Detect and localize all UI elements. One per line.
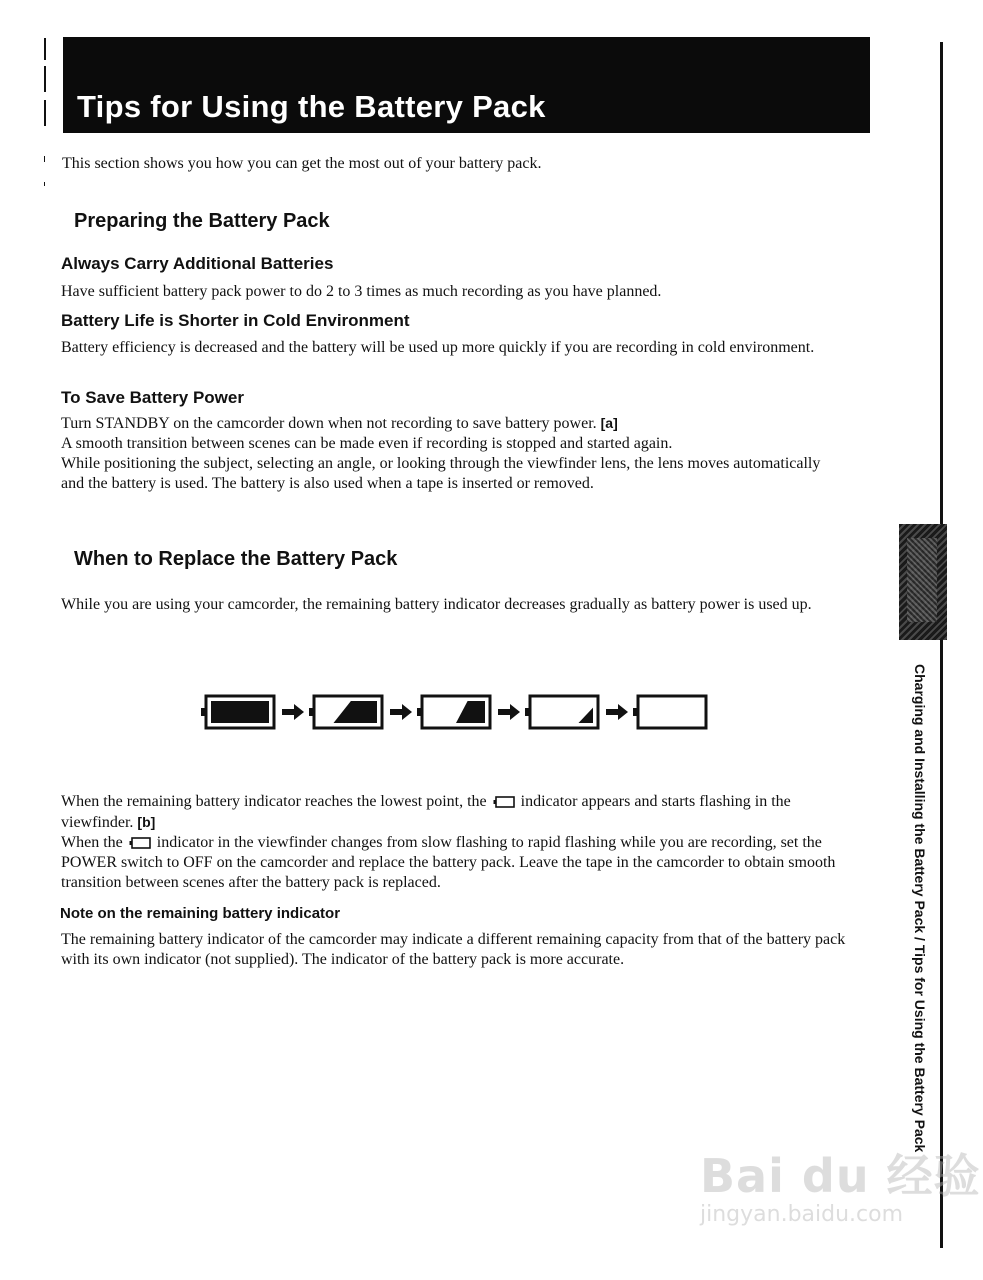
- subheading-carry: Always Carry Additional Batteries: [61, 254, 334, 273]
- thumb-tab-texture: [907, 538, 937, 622]
- right-edge-rule: [940, 42, 943, 1248]
- margin-mark: [44, 182, 45, 186]
- battery-level-2: [417, 696, 490, 728]
- battery-indicator-sequence: [200, 690, 720, 734]
- lowest-point-text: [61, 792, 851, 893]
- sequence-arrow: [390, 704, 412, 720]
- save-text: [61, 413, 831, 494]
- intro-text: This section shows you how you can get the most out of your battery pack.: [62, 155, 542, 172]
- battery-level-0: [201, 696, 274, 728]
- cold-paragraph: Battery efficiency is decreased and the battery will be used up more quickly if you are recording in cold environment.: [61, 339, 815, 356]
- subheading-cold: Battery Life is Shorter in Cold Environment: [61, 311, 410, 330]
- margin-mark: [44, 66, 46, 92]
- baidu-watermark-url: jingyan.baidu.com: [700, 1202, 904, 1227]
- section-heading-replace: When to Replace the Battery Pack: [74, 548, 398, 570]
- battery-level-3: [525, 696, 598, 728]
- chapter-side-label: Charging and Installing the Battery Pack / Tips for Using the Battery Pack: [912, 664, 928, 1153]
- battery-outline: [530, 696, 598, 728]
- section-heading-preparing: Preparing the Battery Pack: [74, 210, 330, 232]
- flash-text-b: indicator in the viewfinder changes from slow flashing to rapid flashing while you are recording, set the POWER switch to OFF on the camcorder and replace the battery pack. Leave the tape in the camcorder to obtain smooth transition between scenes after the battery pack is replaced.: [61, 834, 836, 891]
- sequence-arrow: [606, 704, 628, 720]
- battery-level-4: [633, 696, 706, 728]
- margin-mark: [44, 38, 46, 60]
- save-line-2: A smooth transition between scenes can be made even if recording is stopped and started again.: [61, 435, 673, 452]
- save-line-1-text: Turn STANDBY on the camcorder down when not recording to save battery power.: [61, 415, 597, 432]
- sequence-arrow: [498, 704, 520, 720]
- page-title: Tips for Using the Battery Pack: [77, 89, 546, 124]
- figure-ref-b: [b]: [137, 814, 156, 830]
- battery-level-1: [309, 696, 382, 728]
- sequence-arrow: [282, 704, 304, 720]
- save-line-1: [61, 413, 831, 434]
- lowest-text-b: indicator appears and starts flashing in the viewfinder.: [61, 793, 791, 831]
- note-text: [61, 930, 866, 970]
- battery-sequence-graphic: [200, 690, 720, 734]
- cold-text: [61, 338, 836, 358]
- carry-text: [61, 282, 861, 302]
- title-bar: [63, 37, 870, 133]
- flash-text-a: When the: [61, 834, 123, 851]
- empty-battery-icon: [129, 837, 151, 849]
- battery-outline: [638, 696, 706, 728]
- battery-fill: [211, 701, 269, 723]
- replace-intro-text: [61, 595, 841, 615]
- note-paragraph: The remaining battery indicator of the camcorder may indicate a different remaining capacity from that of the battery pack with its own indicator (not supplied). The indicator of the battery pack is more accurate.: [61, 931, 846, 968]
- chapter-thumb-tab: [899, 524, 947, 640]
- figure-ref-a: [a]: [600, 415, 618, 431]
- note-heading: Note on the remaining battery indicator: [60, 905, 341, 922]
- lowest-point-paragraph: [61, 792, 851, 833]
- subheading-save: To Save Battery Power: [61, 388, 244, 407]
- flashing-paragraph: [61, 833, 851, 893]
- lowest-text-a: When the remaining battery indicator reaches the lowest point, the: [61, 793, 487, 810]
- baidu-watermark: Bai du 经验: [700, 1149, 981, 1203]
- save-line-3: While positioning the subject, selecting an angle, or looking through the viewfinder lens, the lens moves automatically and the battery is used. The battery is also used when a tape is inserted or removed.: [61, 455, 821, 492]
- carry-paragraph: Have sufficient battery pack power to do 2 to 3 times as much recording as you have planned.: [61, 283, 662, 300]
- margin-mark: [44, 156, 45, 162]
- empty-battery-icon: [493, 796, 515, 808]
- margin-mark: [44, 100, 46, 126]
- replace-intro-paragraph: While you are using your camcorder, the remaining battery indicator decreases gradually as battery power is used up.: [61, 596, 812, 613]
